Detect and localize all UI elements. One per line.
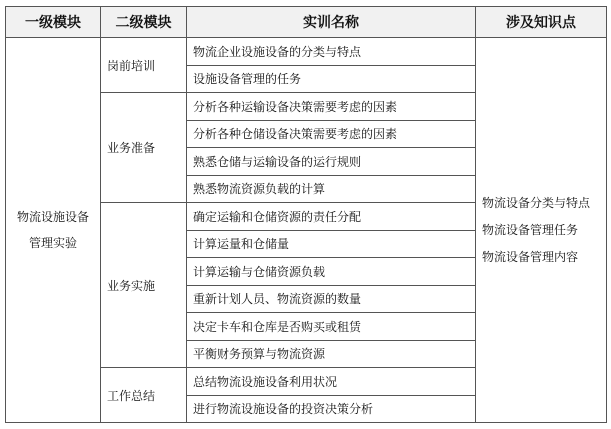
- training-name-cell: 平衡财务预算与物流资源: [187, 340, 476, 368]
- training-name-cell: 总结物流设施设备利用状况: [187, 368, 476, 396]
- knowledge-point: 物流设备管理内容: [482, 249, 579, 264]
- level2-module-cell: 岗前培训: [101, 38, 187, 93]
- level2-module-cell: 业务实施: [101, 203, 187, 368]
- level1-module-line: 物流设施设备: [16, 210, 89, 224]
- header-row: [6, 7, 607, 38]
- training-name-cell: 物流企业设施设备的分类与特点: [187, 38, 476, 66]
- training-name-cell: 熟悉物流资源负载的计算: [187, 175, 476, 203]
- knowledge-point: 物流设备管理任务: [482, 222, 579, 237]
- table-row: [6, 38, 607, 66]
- knowledge-point: 物流设备分类与特点: [482, 195, 591, 210]
- training-name-cell: 设施设备管理的任务: [187, 65, 476, 93]
- training-name-cell: 进行物流设施设备的投资决策分析: [187, 395, 476, 423]
- training-name-cell: 确定运输和仓储资源的责任分配: [187, 203, 476, 231]
- header-training-name: 实训名称: [187, 7, 476, 38]
- training-name-cell: 计算运输与仓储资源负载: [187, 258, 476, 286]
- level1-module-cell: [6, 38, 101, 423]
- header-level2-module: 二级模块: [101, 7, 187, 38]
- training-name-cell: 分析各种运输设备决策需要考虑的因素: [187, 93, 476, 121]
- module-table: [5, 6, 607, 423]
- knowledge-points-cell: [476, 38, 607, 423]
- training-name-cell: 分析各种仓储设备决策需要考虑的因素: [187, 120, 476, 148]
- header-level1-module: 一级模块: [6, 7, 101, 38]
- training-name-cell: 计算运量和仓储量: [187, 230, 476, 258]
- training-name-cell: 决定卡车和仓库是否购买或租赁: [187, 313, 476, 341]
- training-name-cell: 熟悉仓储与运输设备的运行规则: [187, 148, 476, 176]
- level2-module-cell: 工作总结: [101, 368, 187, 423]
- level2-module-cell: 业务准备: [101, 93, 187, 203]
- level1-module-line: 管理实验: [28, 236, 77, 250]
- training-name-cell: 重新计划人员、物流资源的数量: [187, 285, 476, 313]
- header-knowledge-points: 涉及知识点: [476, 7, 607, 38]
